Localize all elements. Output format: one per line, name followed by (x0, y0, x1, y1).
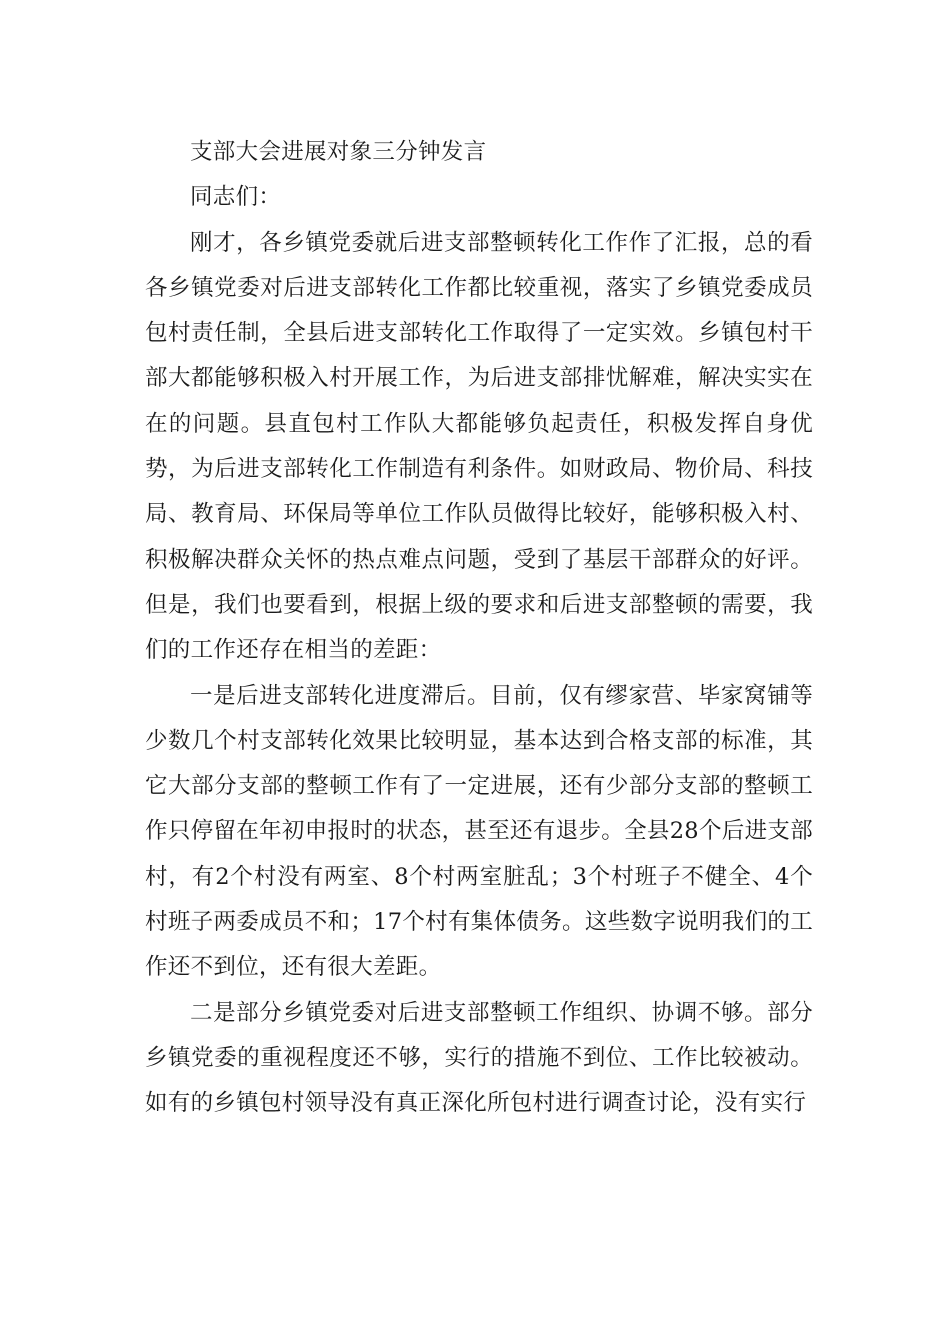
paragraph-3: 二是部分乡镇党委对后进支部整顿工作组织、协调不够。部分乡镇党委的重视程度还不够，实行的措施不到位、工作比较被动。如有的乡镇包村领导没有真正深化所包村进行调查讨论，没有实行 (145, 999, 813, 1117)
paragraph-2: 一是后进支部转化进度滞后。目前，仅有缪家营、毕家窝铺等少数几个村支部转化效果比较明显，基本达到合格支部的标准，其它大部分支部的整顿工作有了一定进展，还有少部分支部的整顿工作只停留在年初申报时的状态，甚至还有退步。全县28个后进支部村，有2个村没有两室、8个村两室脏乱；3个村班子不健全、4个村班子两委成员不和；17个村有集体债务。这些数字说明我们的工作还不到位，还有很大差距。 (145, 682, 813, 981)
document-title: 支部大会进展对象三分钟发言 (190, 139, 487, 165)
document-body (145, 130, 813, 1127)
paragraph-1: 刚才，各乡镇党委就后进支部整顿转化工作作了汇报，总的看各乡镇党委对后进支部转化工作都比较重视，落实了乡镇党委成员包村责任制，全县后进支部转化工作取得了一定实效。乡镇包村干部大都能够积极入村开展工作，为后进支部排忧解难，解决实实在在的问题。县直包村工作队大都能够负起责任，积极发挥自身优势，为后进支部转化工作制造有利条件。如财政局、物价局、科技局、教育局、环保局等单位工作队员做得比较好，能够积极入村、积极解决群众关怀的热点难点问题，受到了基层干部群众的好评。但是，我们也要看到，根据上级的要求和后进支部整顿的需要，我们的工作还存在相当的差距： (145, 229, 813, 664)
salutation: 同志们： (190, 184, 282, 211)
